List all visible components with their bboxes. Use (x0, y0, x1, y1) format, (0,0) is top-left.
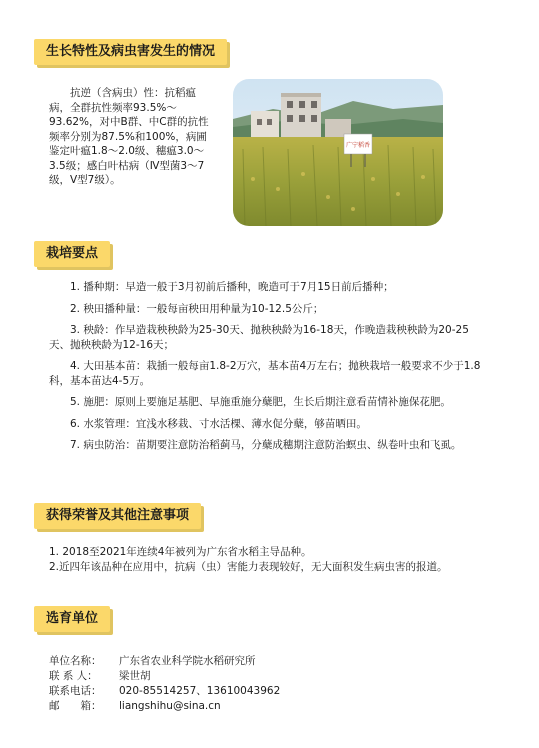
contact-row-email (49, 699, 489, 714)
cultivation-item: 3. 秧龄：作早造栽秧秧龄为25-30天、抛秧秧龄为16-18天，作晚造栽秧秧龄为20-25天、抛秧秧龄为12-16天； (49, 324, 469, 351)
honors-item: 2.近四年该品种在应用中，抗病（虫）害能力表现较好，无大面积发生病虫害的报道。 (49, 560, 448, 573)
breeder-contact (49, 654, 489, 714)
section-title-breeder: 选育单位 (34, 606, 110, 632)
contact-label: 邮 箱： (49, 700, 102, 712)
rice-field-photo (233, 79, 443, 226)
contact-value: 梁世胡 (119, 670, 151, 682)
contact-row-unit (49, 654, 489, 669)
section-title-cultivation: 栽培要点 (34, 241, 110, 267)
cultivation-item: 6. 水浆管理：宜浅水移栽、寸水活棵、薄水促分蘖，够苗晒田。 (70, 417, 367, 430)
contact-row-person (49, 669, 489, 684)
section-title-honors: 获得荣誉及其他注意事项 (34, 503, 201, 529)
honors-list (49, 545, 489, 574)
contact-label: 联 系 人： (49, 670, 98, 682)
contact-value: 广东省农业科学院水稻研究所 (119, 655, 256, 667)
contact-row-phone (49, 684, 489, 699)
contact-label: 联系电话： (49, 685, 102, 697)
cultivation-item: 4. 大田基本苗：栽插一般每亩1.8-2万穴，基本苗4万左右；抛秧栽培一般要求不少于1.8科，基本苗达4-5万。 (49, 360, 481, 387)
traits-text: 抗逆（含病虫）性：抗稻瘟病，全群抗性频率93.5%～93.62%，对中B群、中C群的抗性频率分别为87.5%和100%，病圃鉴定叶瘟1.8～2.0级、穗瘟3.0～3.5级；感白叶枯病（Ⅳ型菌3～7级，Ⅴ型7级）。 (49, 87, 209, 186)
cultivation-item: 7. 病虫防治：苗期要注意防治稻蓟马，分蘖成穗期注意防治螟虫、纵卷叶虫和飞虱。 (70, 439, 462, 451)
cultivation-item: 2. 秧田播种量：一般每亩秧田用种量为10-12.5公斤； (70, 302, 324, 315)
contact-value: 020-85514257、13610043962 (119, 685, 281, 697)
cultivation-item: 1. 播种期：早造一般于3月初前后播种，晚造可于7月15日前后播种； (70, 281, 394, 293)
honors-item: 1. 2018至2021年连续4年被列为广东省水稻主导品种。 (49, 546, 312, 558)
field-sign-text: 广宁稻香 (345, 142, 371, 149)
contact-label: 单位名称： (49, 655, 102, 667)
email-link[interactable]: liangshihu@sina.cn (119, 700, 221, 712)
cultivation-item: 5. 施肥：原则上要施足基肥、早施重施分蘖肥，生长后期注意看苗情补施保花肥。 (70, 396, 451, 408)
cultivation-list (49, 280, 489, 453)
section-title-traits: 生长特性及病虫害发生的情况 (34, 39, 227, 65)
